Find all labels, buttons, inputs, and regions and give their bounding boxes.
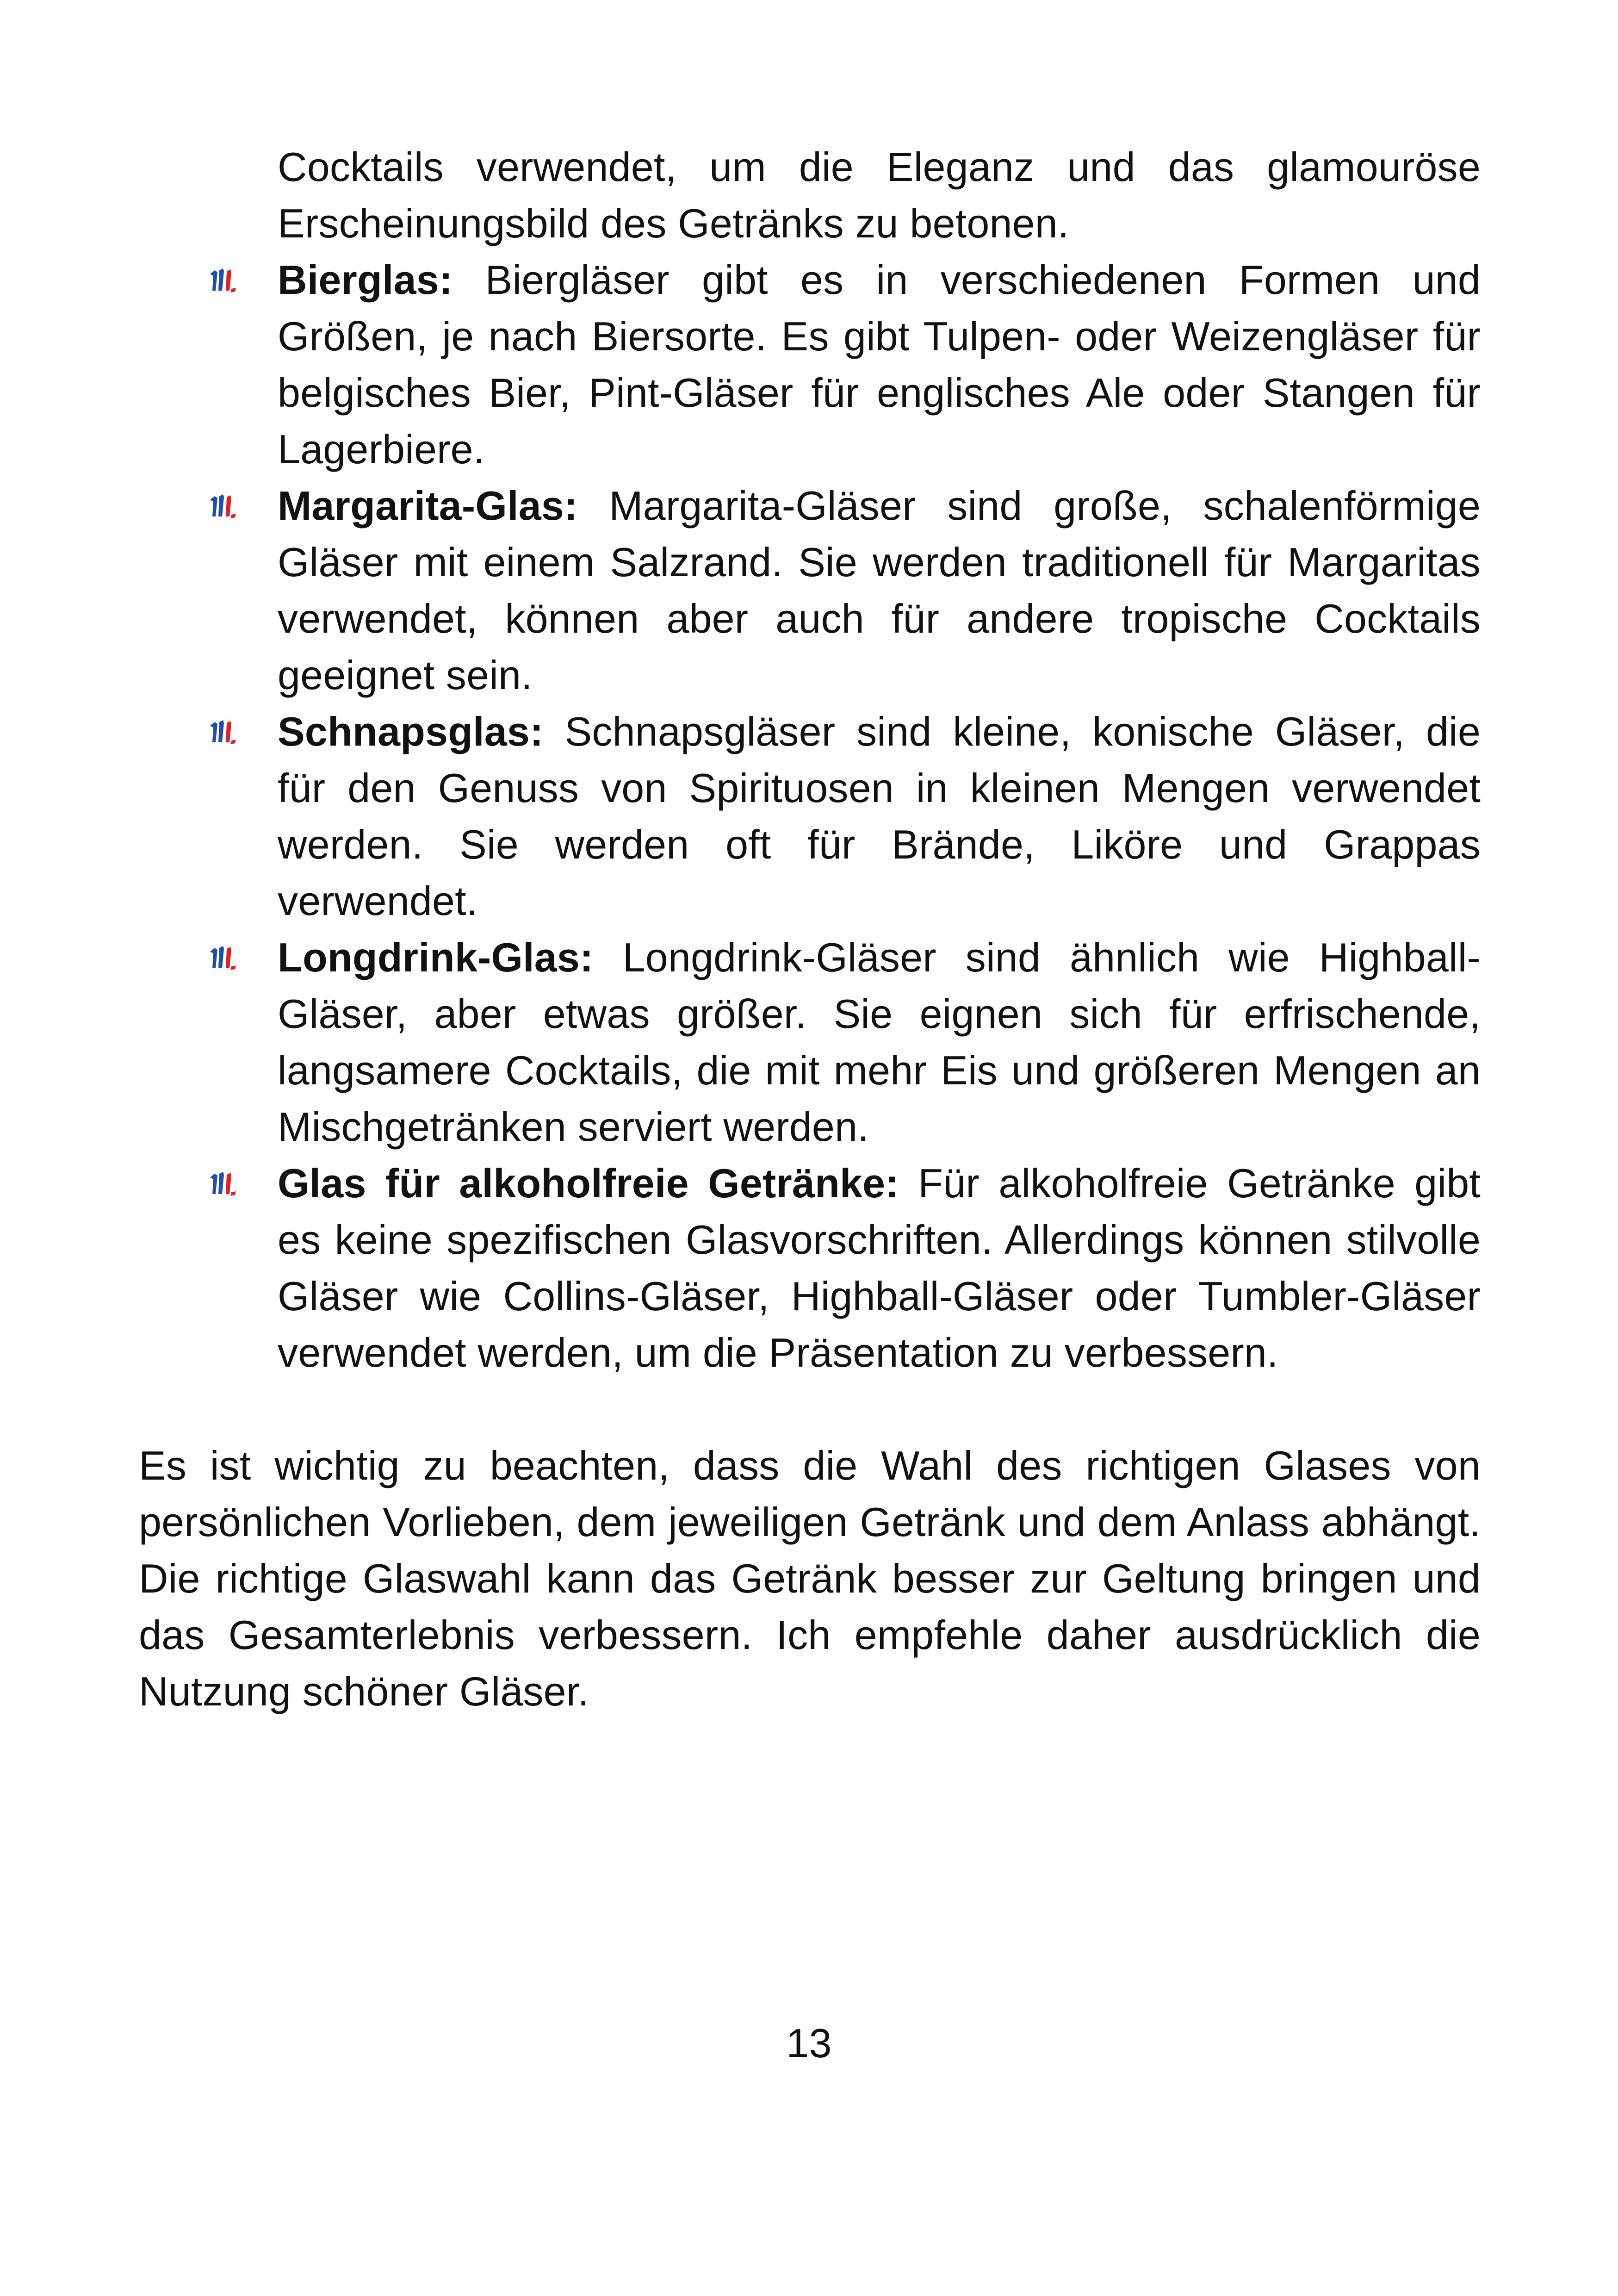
list-item-text: Longdrink-Gläser sind ähnlich wie Highball-Gläser, aber etwas größer. Sie eignen sich für erfrischende, langsamere Cocktails, die mit mehr Eis und größeren Mengen an Mischgetränken serviert werden. (278, 934, 1481, 1150)
french-flag-bullet-icon (208, 717, 245, 746)
french-flag-bullet-icon (208, 1169, 245, 1198)
continuation-paragraph: Cocktails verwendet, um die Eleganz und das glamouröse Erscheinungsbild des Getränks zu betonen. (278, 144, 1481, 246)
list-item-text: Biergläser gibt es in verschiedenen Formen und Größen, je nach Biersorte. Es gibt Tulpen- oder Weizengläser für belgisches Bier, Pint-Gläser für englisches Ale oder Stangen für Lagerbiere. (278, 257, 1481, 472)
list-item (139, 703, 1481, 929)
list-item (139, 478, 1481, 703)
list-item-text: Für alkoholfreie Getränke gibt es keine spezifischen Glasvorschriften. Allerdings können stilvolle Gläser wie Collins-Gläser, Highball-Gläser oder Tumbler-Gläser verwendet werden, um die Präsentation zu verbessern. (278, 1160, 1481, 1375)
list-item (139, 929, 1481, 1155)
glass-types-list (139, 252, 1481, 1381)
list-item-term: Schnapsglas: (278, 709, 544, 754)
list-item-term: Margarita-Glas: (278, 483, 578, 529)
list-item (139, 1155, 1481, 1381)
list-item-text: Margarita-Gläser sind große, schalenförmige Gläser mit einem Salzrand. Sie werden traditionell für Margaritas verwendet, können aber auch für andere tropische Cocktails geeignet sein. (278, 483, 1481, 698)
french-flag-bullet-icon (208, 266, 245, 294)
list-item (139, 252, 1481, 478)
french-flag-bullet-icon (208, 943, 245, 972)
page-number: 13 (786, 2020, 832, 2066)
page-content (139, 139, 1481, 1720)
list-item-term: Bierglas: (278, 257, 453, 303)
list-item-term: Glas für alkoholfreie Getränke: (278, 1160, 899, 1206)
list-item-term: Longdrink-Glas: (278, 934, 594, 980)
closing-paragraph: Es ist wichtig zu beachten, dass die Wahl des richtigen Glases von persönlichen Vorlieben, dem jeweiligen Getränk und dem Anlass abhängt. Die richtige Glaswahl kann das Getränk besser zur Geltung bringen und das Gesamterlebnis verbessern. Ich empfehle daher ausdrücklich die Nutzung schöner Gläser. (139, 1443, 1481, 1714)
french-flag-bullet-icon (208, 492, 245, 520)
list-item-text: Schnapsgläser sind kleine, konische Gläser, die für den Genuss von Spirituosen in kleinen Mengen verwendet werden. Sie werden oft für Brände, Liköre und Grappas verwendet. (278, 709, 1481, 924)
